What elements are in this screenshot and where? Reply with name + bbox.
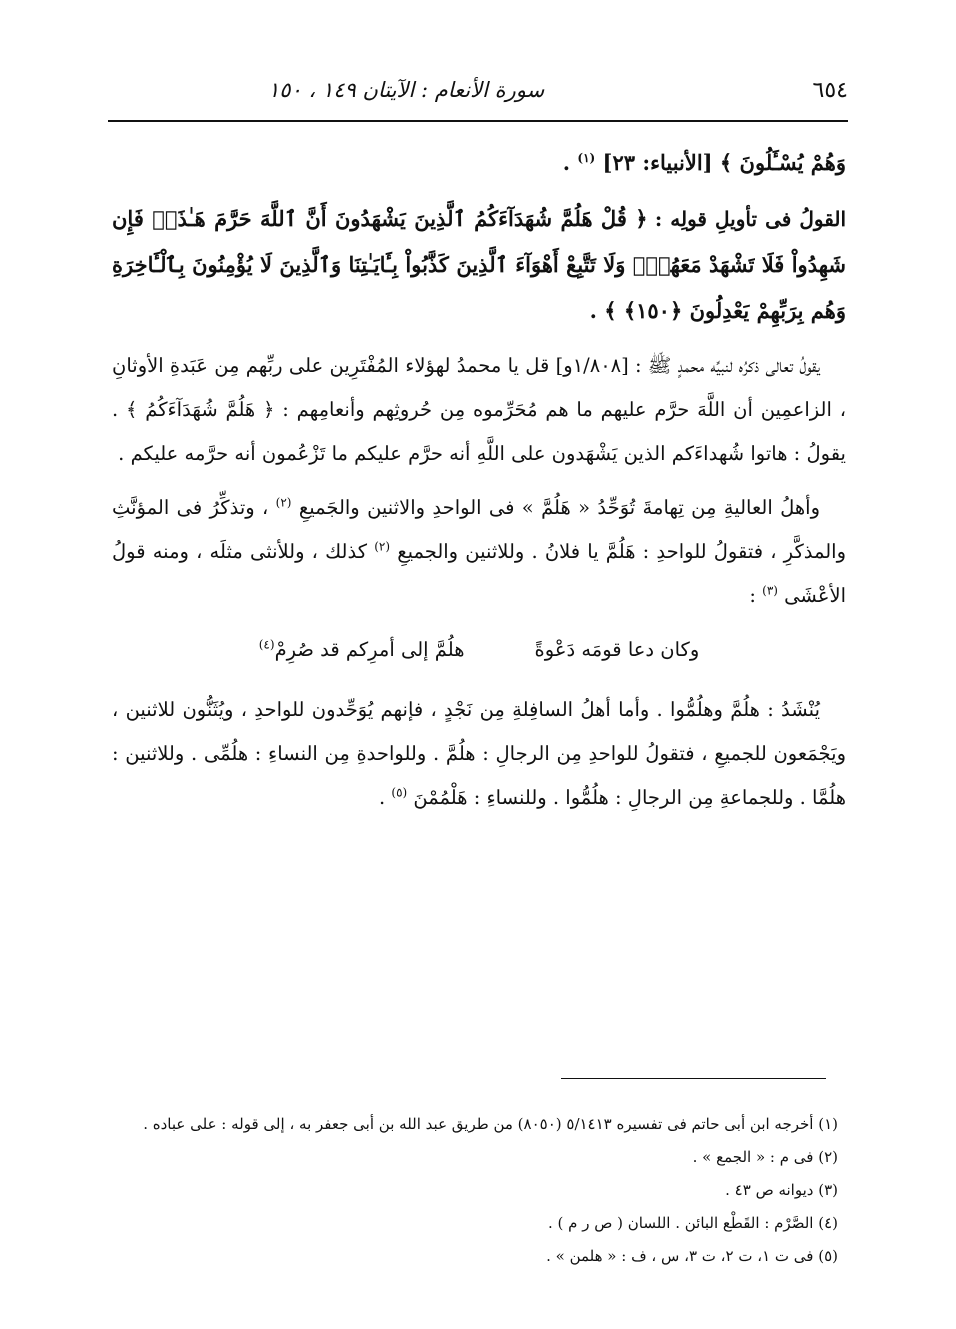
quran-citation-continued bbox=[112, 140, 846, 186]
footnote: (٣) ديوانه ص ٤٣ . bbox=[725, 1181, 838, 1199]
text-run: ، وتذكِّرُ فى المؤنَّثِ والمذكَّرِ ، فتقولُ للواحدِ : هَلُمَّ يا فلانُ . وللاثنين والجميعِ bbox=[112, 496, 847, 563]
text-run: : bbox=[749, 584, 756, 607]
footnote: (٤) الصَّرْم : القَطْع البائن . اللسان ( ص ر م ) . bbox=[548, 1214, 838, 1232]
punctuation: . bbox=[378, 786, 386, 809]
text-run: يُنْشَدُ : هلُمَّ وهلُمُّوا . وأما أهلُ السافِلةِ مِن نَجْدٍ ، فإنهم يُوَحِّدون للواحدِ ، ويُثَنُّون للاثنين ، ويَجْمَعون للجميعِ ، فتقولُ للواحدِ مِن الرجالِ : هلُمَّ . وللواحدةِ مِن النساءِ : هلُمِّى . وللاثنين : هلُمَّا . وللجماعةِ مِن الرجالِ : هلُمُّوا . وللنساءِ : هَلْمُمْنَ bbox=[112, 698, 846, 809]
footnote-marker: (٤) bbox=[258, 637, 275, 652]
page-number: ٦٥٤ bbox=[812, 77, 848, 103]
text-run: وأهلُ العاليةِ مِن تِهامةَ تُوَحِّدُ « هَلُمَّ » فى الواحدِ والاثنين والجَميعِ bbox=[298, 496, 820, 519]
page-header bbox=[108, 70, 848, 110]
verse-first-hemistich: وكان دعا قومَه دَعْوةً bbox=[534, 638, 700, 661]
header-rule bbox=[108, 120, 848, 122]
footnote-marker: (٢) bbox=[374, 539, 391, 554]
footnote-marker: (٣) bbox=[762, 583, 778, 598]
footnote: (٢) فى م : « الجمع » . bbox=[692, 1148, 838, 1166]
grammar-paragraph bbox=[112, 688, 846, 820]
verse-text: هلُمَّ إلى أمرِكم قد صُرِمْ bbox=[274, 638, 465, 661]
footnotes bbox=[112, 1108, 838, 1273]
footnote-marker: (٥) bbox=[391, 785, 408, 800]
footnote: (٥) فى ت ١، ت ٢، ت ٣، س ، ف : « هلمن » . bbox=[546, 1247, 838, 1265]
quran-fragment: وَهُمْ يُسْـَٔلُونَ ﴾ [الأنبياء: ٢٣] bbox=[602, 150, 846, 175]
main-text bbox=[112, 140, 846, 830]
footnote-rule bbox=[561, 1078, 826, 1079]
footnote-marker: (٢) bbox=[275, 495, 292, 510]
quran-verse: ﴿ قُلْ هَلُمَّ شُهَدَآءَكُمُ ٱلَّذِينَ يَشْهَدُونَ أَنَّ ٱللَّهَ حَرَّمَ هَـٰذَاۖ فَإِن شَهِدُواْ فَلَا تَشْهَدْ مَعَهُمْۚ وَلَا تَتَّبِعْ أَهْوَآءَ ٱلَّذِينَ كَذَّبُواْ بِـَٔايَـٰتِنَا وَٱلَّذِينَ لَا يُؤْمِنُونَ بِٱلْـَٔاخِرَةِ وَهُم بِرَبِّهِمْ يَعْدِلُونَ ﴿١٥٠﴾ ﴾ . bbox=[112, 206, 846, 323]
footnote-marker: (١) bbox=[577, 151, 596, 165]
tafsir-heading-paragraph bbox=[112, 196, 846, 334]
poetry-verse bbox=[112, 628, 846, 672]
footnote: (١) أخرجه ابن أبى حاتم فى تفسيره ٥/١٤١٣ (٨٠٥٠) من طريق عبد الله بن أبى جعفر به ، إلى قوله : على عباده . bbox=[143, 1115, 838, 1133]
punctuation: . bbox=[562, 150, 571, 175]
running-head: سورة الأنعام : الآيتان ١٤٩ ، ١٥٠ bbox=[268, 78, 545, 102]
section-lead: القولُ فى تأويلِ قولِه : bbox=[654, 207, 847, 231]
commentary-paragraph: يقولُ تعالى ذكرُه لنبيِّه محمدٍ ﷺ : [١/٨٠٨و] قل يا محمدُ لهؤلاء المُفْتَرِين على ربِّهم مِن عَبَدةِ الأوثانِ ، الزاعمِين أن اللَّهَ حرَّم عليهم ما هم مُحَرِّموه مِن حُروثِهم وأنعامِهم : ﴿ هَلُمَّ شُهَدَآءَكُمُ ﴾ . يقولُ : هاتوا شُهداءَكم الذين يَشْهَدون على اللَّهِ أنه حرَّم عليكم ما تَزْعُمون أنه حرَّمه عليكم . bbox=[112, 354, 846, 465]
text-run: كذلك ، وللأنثى مثلَه ، ومنه قولُ الأعْشَى bbox=[112, 540, 846, 607]
dialect-paragraph bbox=[112, 486, 846, 618]
verse-second-hemistich bbox=[259, 628, 465, 672]
